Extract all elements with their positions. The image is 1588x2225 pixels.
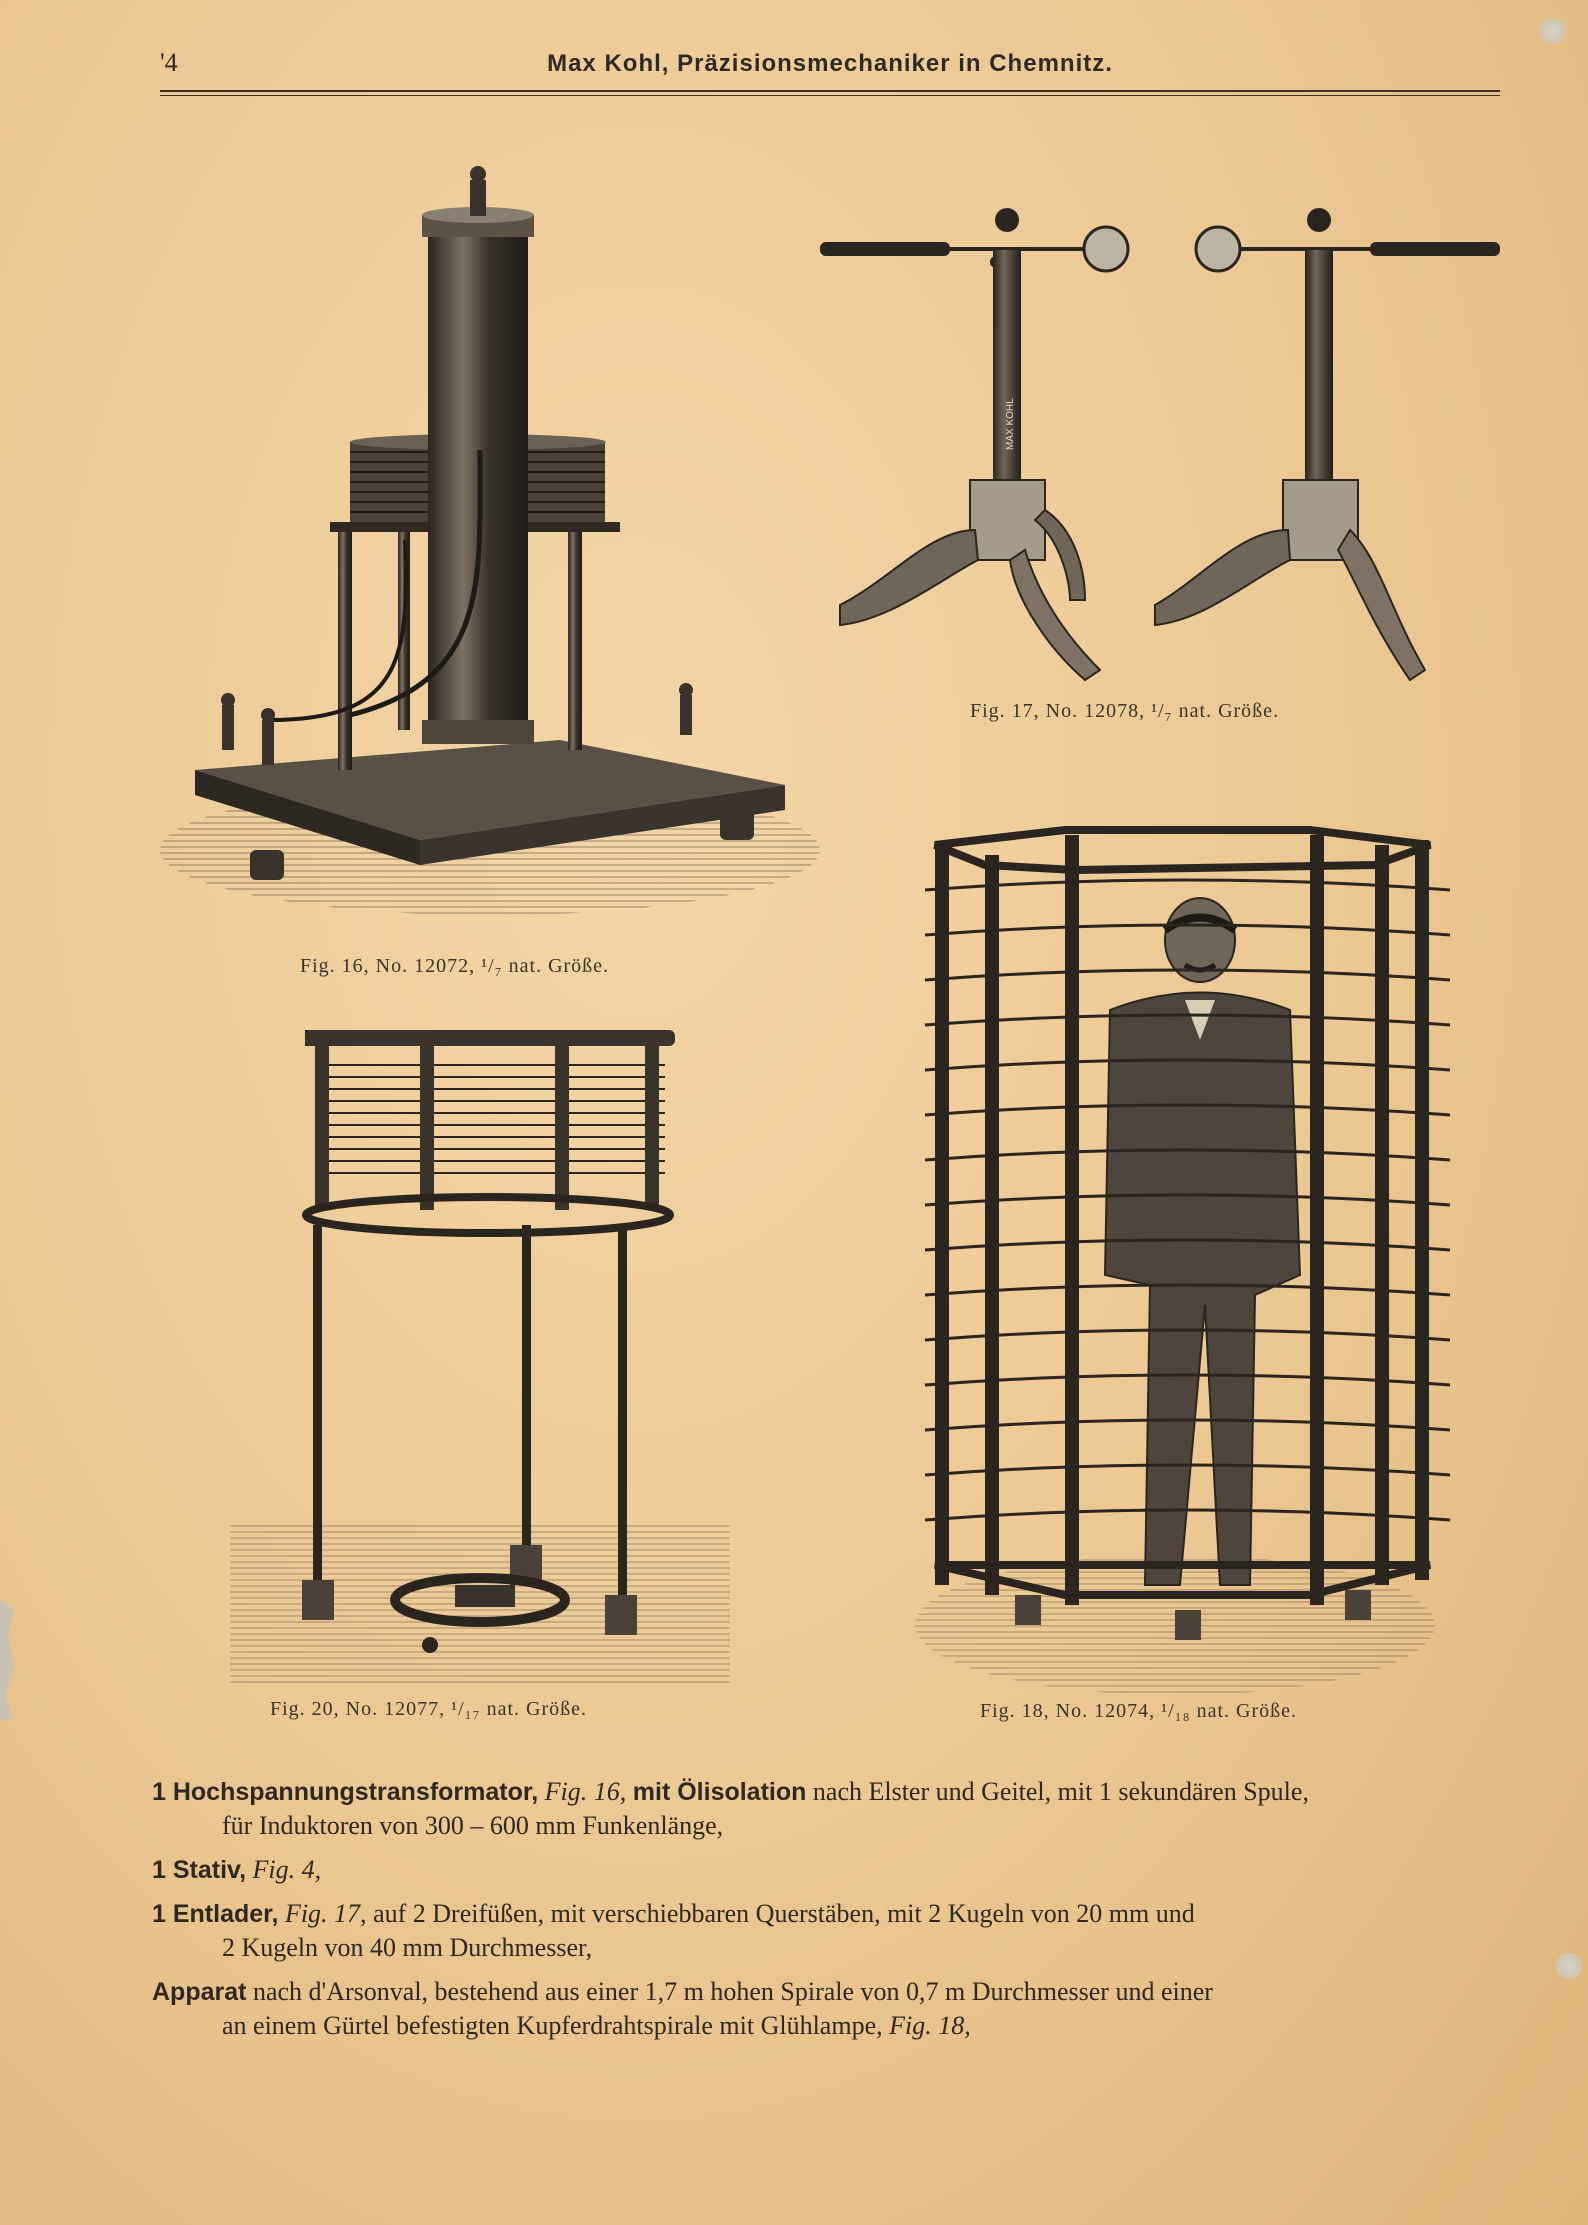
entry-line [152, 1897, 1497, 1931]
fig17-discharger-illustration [810, 200, 1510, 700]
entry-line [152, 1975, 1497, 2009]
entry-title: 1 Entlader, [152, 1900, 279, 1928]
entry-description: nach Elster und Geitel, mit 1 sekundären Spule, [806, 1777, 1309, 1806]
header-rule-thin [160, 95, 1500, 96]
fig16-caption: Fig. 16, No. 12072, ¹/₇ nat. Größe. [300, 955, 610, 977]
entry-continuation: für Induktoren von 300 – 600 mm Funkenlänge, [222, 1811, 724, 1840]
entry-discharger [152, 1897, 1497, 1965]
binding-hole-top [1540, 18, 1566, 44]
binding-hole-bottom [1556, 1953, 1582, 1979]
entry-stand [152, 1853, 1497, 1887]
figure-ref: Fig. 16, [544, 1777, 627, 1806]
entry-feature: mit Ölisolation [632, 1778, 807, 1806]
entry-title: 1 Stativ, [152, 1856, 247, 1884]
entry-title: Apparat [152, 1978, 247, 2006]
page-header [160, 48, 1500, 88]
fig18-cage-illustration [915, 825, 1460, 1695]
page-number: '4 [160, 48, 178, 77]
entry-continuation: 2 Kugeln von 40 mm Durchmesser, [222, 1933, 593, 1962]
running-title: Max Kohl, Präzisionsmechaniker in Chemnitz. [547, 50, 1113, 77]
entry-description: nach d'Arsonval, bestehend aus einer 1,7 m hohen Spirale von 0,7 m Durchmesser und einer [246, 1977, 1213, 2006]
entry-line [152, 1775, 1497, 1809]
fig18-caption: Fig. 18, No. 12074, ¹/₁₈ nat. Größe. [980, 1700, 1298, 1722]
entry-continuation [152, 2009, 1497, 2043]
fig20-caption: Fig. 20, No. 12077, ¹/₁₇ nat. Größe. [270, 1698, 588, 1720]
entry-transformer [152, 1775, 1497, 1843]
figure-ref: Fig. 4, [252, 1855, 322, 1884]
fig20-spiral-stand-illustration [225, 1025, 735, 1685]
figure-ref: Fig. 17, [284, 1899, 367, 1928]
engraving-text: MAX KOHL [1005, 398, 1016, 450]
entry-line [152, 1853, 1497, 1887]
entry-title: 1 Hochspannungstransformator, [152, 1778, 539, 1806]
entry-apparatus [152, 1975, 1497, 2043]
header-rule [160, 90, 1500, 92]
entry-description: auf 2 Dreifüßen, mit verschiebbaren Querstäben, mit 2 Kugeln von 20 mm und [366, 1899, 1195, 1928]
figure-ref: Fig. 18, [889, 2011, 971, 2040]
entry-description: an einem Gürtel befestigten Kupferdrahtspirale mit Glühlampe, [222, 2011, 890, 2040]
fig16-transformer-illustration [160, 160, 840, 950]
fig17-caption: Fig. 17, No. 12078, ¹/₇ nat. Größe. [970, 700, 1280, 722]
catalog-entries [152, 1775, 1497, 2053]
